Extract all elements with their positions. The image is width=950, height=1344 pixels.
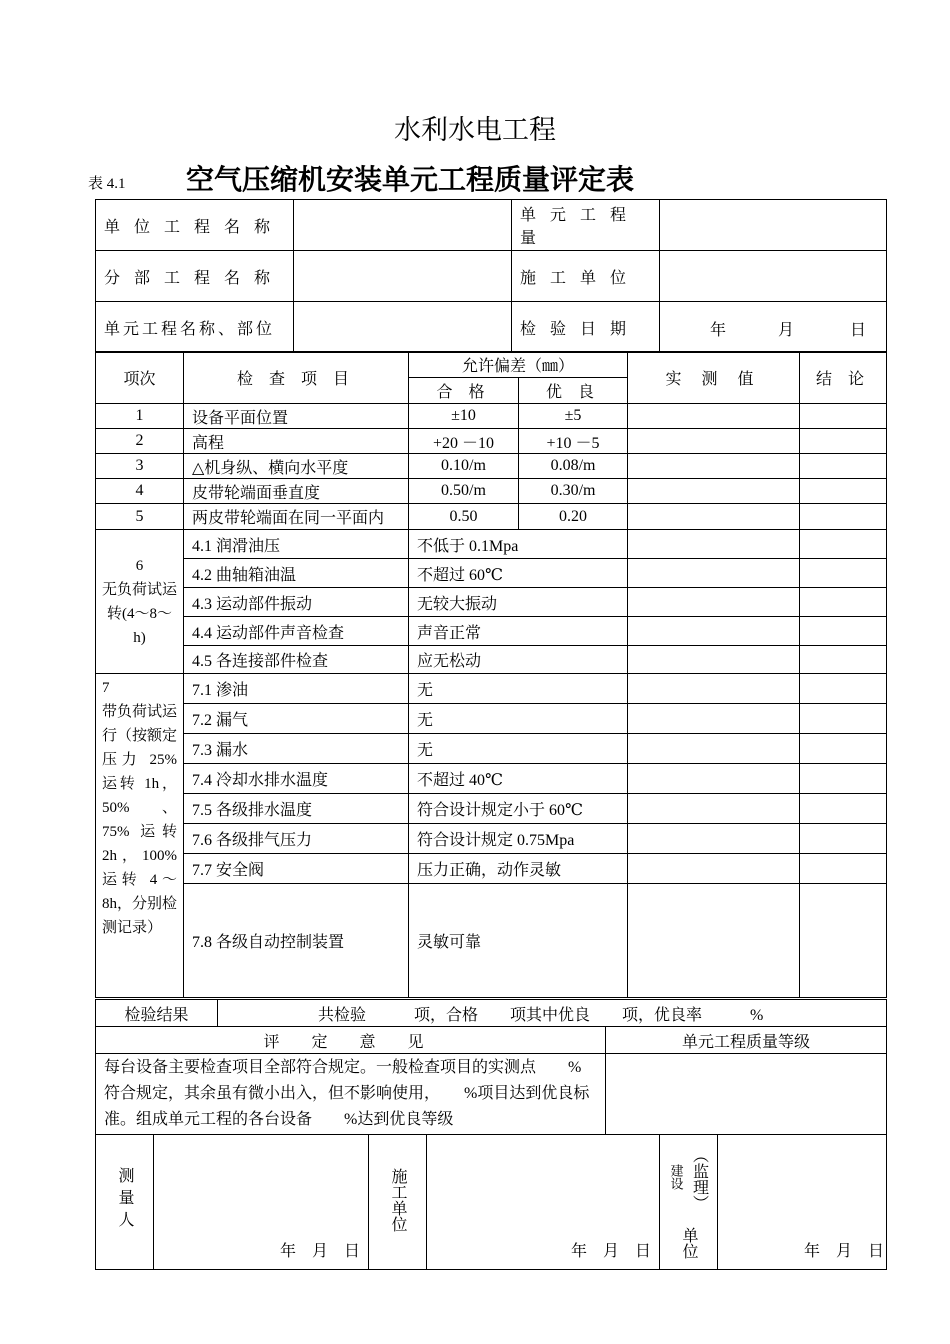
form-title: 空气压缩机安装单元工程质量评定表 [186,163,635,196]
row-no: 5 [96,504,184,530]
g7-conclusion[interactable] [800,734,887,764]
table-row [96,734,887,764]
g7-item: 7.5 各级排水温度 [184,794,409,824]
g7-conclusion[interactable] [800,764,887,794]
contractor-date[interactable]: 年 月 日 [427,1135,660,1270]
row-conclusion[interactable] [800,454,887,479]
row-pass: ±10 [409,404,519,429]
owner-sign-label [660,1135,718,1270]
g7-std: 符合设计规定小于 60℃ [409,794,628,824]
table-row [96,588,887,617]
row-excellent: +10 －5 [519,429,628,454]
g7-std: 压力正确，动作灵敏 [409,854,628,884]
g7-measured[interactable] [628,674,800,704]
surveyor-date[interactable]: 年 月 日 [154,1135,369,1270]
g6-item: 4.5 各连接部件检查 [184,646,409,674]
owner-date[interactable]: 年 月 日 [718,1135,887,1270]
g7-conclusion[interactable] [800,854,887,884]
group6-label: 6 无负荷试运转(4～8～h) [96,530,184,674]
row-pass: 0.50 [409,504,519,530]
table-row [96,479,887,504]
table-row [96,854,887,884]
table-row [96,824,887,854]
opinion-text: 每台设备主要检查项目全部符合规定。一般检查项目的实测点 %符合规定，其余虽有微小出入，但不影响使用， %项目达到优良标准。组成单元工程的各台设备 %达到优良等级 [96,1054,606,1135]
opinion-label: 评 定 意 见 [96,1027,606,1054]
group7-label: 7 带负荷试运行（按额定压力 25% 运转 1h， 50% 、 75% 运转 2h，100% 运转 4～8h，分别检测记录） [96,674,184,998]
owner-text-a: 建设 [668,1164,684,1190]
row-item: 设备平面位置 [184,404,409,429]
col-item-no: 项次 [96,352,184,404]
row-pass: 0.10/m [409,454,519,479]
table-row [96,530,887,559]
g6-conclusion[interactable] [800,559,887,588]
col-excellent: 优 良 [519,378,628,404]
row-item: 皮带轮端面垂直度 [184,479,409,504]
g7-measured[interactable] [628,764,800,794]
col-conclusion: 结 论 [800,352,887,404]
row-item: △机身纵、横向水平度 [184,454,409,479]
row-measured[interactable] [628,479,800,504]
table-row [96,794,887,824]
table-row [96,404,887,429]
unit-qty-label: 单 元 工 程 量 [512,200,660,251]
contractor-value[interactable] [660,251,887,302]
unit-project-label: 单 位 工 程 名 称 [96,200,294,251]
g6-conclusion[interactable] [800,530,887,559]
g7-conclusion[interactable] [800,674,887,704]
g6-std: 无较大振动 [409,588,628,617]
unit-qty-value[interactable] [660,200,887,251]
result-text[interactable]: 共检验 项，合格 项其中优良 项，优良率 % [218,1000,887,1027]
date-month: 月 [778,322,795,339]
row-conclusion[interactable] [800,404,887,429]
g6-conclusion[interactable] [800,588,887,617]
g7-std: 无 [409,704,628,734]
table-row [96,884,887,998]
date-year: 年 [710,322,727,339]
table-row [96,646,887,674]
owner-text-b: （监理） [690,1147,708,1211]
g6-std: 不超过 60℃ [409,559,628,588]
g7-item: 7.1 渗油 [184,674,409,704]
table-row [96,704,887,734]
signature-table [95,1134,887,1270]
g7-item: 7.8 各级自动控制装置 [184,884,409,998]
row-conclusion[interactable] [800,504,887,530]
owner-text-c: 单位 [680,1227,697,1259]
g7-measured[interactable] [628,794,800,824]
row-no: 1 [96,404,184,429]
g7-conclusion[interactable] [800,704,887,734]
result-label: 检验结果 [96,1000,218,1027]
inspect-date-value[interactable] [660,302,887,353]
row-item: 高程 [184,429,409,454]
unit-project-value[interactable] [294,200,512,251]
row-pass: 0.50/m [409,479,519,504]
surveyor-label [96,1135,154,1270]
date-day: 日 [850,322,867,339]
g7-item: 7.7 安全阀 [184,854,409,884]
table-row [96,429,887,454]
table-row [96,674,887,704]
g7-std: 无 [409,674,628,704]
row-conclusion[interactable] [800,429,887,454]
g7-measured[interactable] [628,704,800,734]
row-excellent: ±5 [519,404,628,429]
result-table [95,999,887,1135]
g7-std: 不超过 40℃ [409,764,628,794]
contractor-label: 施 工 单 位 [512,251,660,302]
g7-conclusion[interactable] [800,794,887,824]
g7-std: 灵敏可靠 [409,884,628,998]
col-pass: 合 格 [409,378,519,404]
g6-item: 4.4 运动部件声音检查 [184,617,409,646]
row-measured[interactable] [628,504,800,530]
g6-conclusion[interactable] [800,617,887,646]
row-no: 3 [96,454,184,479]
g7-item: 7.4 冷却水排水温度 [184,764,409,794]
g6-item: 4.3 运动部件振动 [184,588,409,617]
g7-item: 7.3 漏水 [184,734,409,764]
row-conclusion[interactable] [800,479,887,504]
g7-std: 无 [409,734,628,764]
g6-conclusion[interactable] [800,646,887,674]
row-pass: +20 －10 [409,429,519,454]
contractor-sign-label [369,1135,427,1270]
row-excellent: 0.08/m [519,454,628,479]
row-no: 2 [96,429,184,454]
element-label: 单元工程名称、部位 [96,302,294,353]
row-measured[interactable] [628,454,800,479]
g7-conclusion[interactable] [800,884,887,998]
table-row [96,559,887,588]
table-row [96,454,887,479]
row-excellent: 0.20 [519,504,628,530]
row-excellent: 0.30/m [519,479,628,504]
grade-label: 单元工程质量等级 [606,1027,887,1054]
g7-measured[interactable] [628,854,800,884]
g7-conclusion[interactable] [800,824,887,854]
row-measured[interactable] [628,429,800,454]
col-measured: 实 测 值 [628,352,800,404]
surveyor-text: 测量人 [116,1166,133,1233]
row-measured[interactable] [628,404,800,429]
g7-measured[interactable] [628,884,800,998]
g6-std: 不低于 0.1Mpa [409,530,628,559]
division-value[interactable] [294,251,512,302]
table-row [96,764,887,794]
inspect-date-label: 检 验 日 期 [512,302,660,353]
g7-item: 7.6 各级排气压力 [184,824,409,854]
g6-std: 应无松动 [409,646,628,674]
row-no: 4 [96,479,184,504]
row-item: 两皮带轮端面在同一平面内 [184,504,409,530]
g6-std: 声音正常 [409,617,628,646]
col-check-item: 检 查 项 目 [184,352,409,404]
g6-item: 4.1 润滑油压 [184,530,409,559]
g7-std: 符合设计规定 0.75Mpa [409,824,628,854]
g7-measured[interactable] [628,824,800,854]
division-label: 分 部 工 程 名 称 [96,251,294,302]
g7-item: 7.2 漏气 [184,704,409,734]
info-table [95,199,887,353]
grade-value[interactable] [606,1054,887,1135]
table-row [96,617,887,646]
g6-item: 4.2 曲轴箱油温 [184,559,409,588]
g6-measured[interactable] [628,646,800,674]
inspection-table [95,351,887,998]
table-number: 表 4.1 [88,176,126,192]
g6-measured[interactable] [628,617,800,646]
g6-measured[interactable] [628,530,800,559]
col-tolerance: 允许偏差（㎜） [409,352,628,378]
g6-measured[interactable] [628,588,800,617]
contractor-sign-text: 施工单位 [389,1167,406,1232]
table-row [96,504,887,530]
document-title: 水利水电工程 [394,115,556,146]
g6-measured[interactable] [628,559,800,588]
g7-measured[interactable] [628,734,800,764]
element-value[interactable] [294,302,512,353]
